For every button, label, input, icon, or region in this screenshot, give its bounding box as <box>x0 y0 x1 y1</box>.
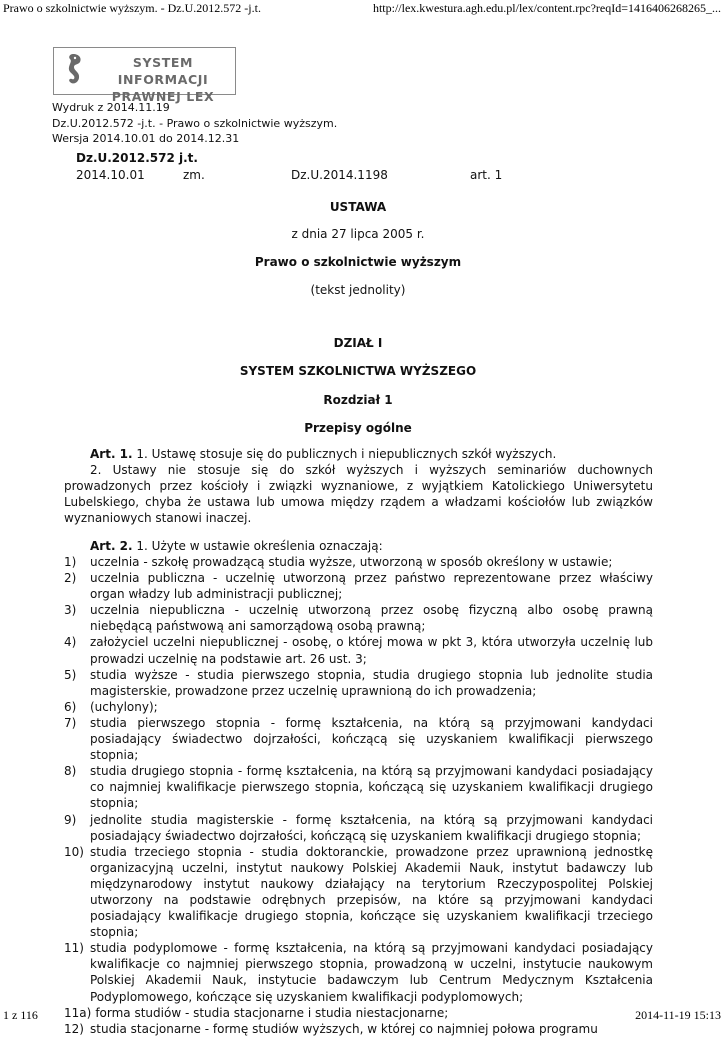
item-num: 9) <box>64 812 77 827</box>
item-text: uczelnia publiczna - uczelnię utworzoną przez państwo reprezentowane przez właściwy organ władzy lub administracji publicznej; <box>90 571 653 602</box>
list-item <box>64 602 653 634</box>
art2-label: Art. 2. <box>90 539 133 553</box>
item-text: uczelnia niepubliczna - uczelnię utworzoną przez osobę fizyczną albo osobę prawną niebędącą państwową ani samorządową osobą prawną; <box>90 603 653 634</box>
item-num: 11a) <box>64 1005 92 1020</box>
list-item <box>64 940 653 1004</box>
item-num: 2) <box>64 571 77 586</box>
list-item <box>64 812 653 844</box>
item-text: studia trzeciego stopnia - studia doktoranckie, prowadzone przez uprawnioną jednostkę organizacyjną uczelni, instytut naukowy Polskiej Akademii Nauk, instytut badawczy lub międzynarodowy instytut naukowy działający na terytorium Rzeczypospolitej Polskiej utworzony na podstawie odrębnych przepisów, na które są przyjmowani kandydaci posiadający kwalifikacje drugiego stopnia, kończące się uzyskaniem kwalifikacji trzeciego stopnia; <box>90 844 653 940</box>
art1-para-1 <box>64 446 653 462</box>
item-text: forma studiów - studia stacjonarne i studia niestacjonarne; <box>95 1005 449 1020</box>
amendment-art: art. 1 <box>470 168 503 182</box>
item-num: 11) <box>64 941 84 956</box>
item-text: studia wyższe - studia pierwszego stopnia, studia drugiego stopnia lub jednolite studia magisterskie, prowadzone przez uczelnię uprawnioną do ich prowadzenia; <box>90 667 653 698</box>
list-item <box>64 763 653 811</box>
art1-p1: 1. Ustawę stosuje się do publicznych i niepublicznych szkół wyższych. <box>132 447 557 461</box>
act-type: USTAWA <box>329 200 387 214</box>
list-item <box>64 715 653 763</box>
article-1 <box>64 446 653 526</box>
chapter-label: Rozdział 1 <box>323 393 393 407</box>
division-label: DZIAŁ I <box>333 336 383 350</box>
item-num: 3) <box>64 603 77 618</box>
item-text: studia drugiego stopnia - formę kształcenia, na którą są przyjmowani kandydaci posiadający co najmniej kwalifikacje pierwszego stopnia, kończącą się uzyskaniem kwalifikacji drugiego stopnia; <box>90 764 653 811</box>
art1-para-2: 2. Ustawy nie stosuje się do szkół wyższych i wyższych seminariów duchownych prowadzonych przez kościoły i związki wyznaniowe, z wyjątkiem Katolickiego Uniwersytetu Lubelskiego, chyba że ustawa lub umowa między rządem a władzami kościołów lub związków wyznaniowych stanowi inaczej. <box>64 463 653 525</box>
item-num: 10) <box>64 844 84 859</box>
item-text: studia stacjonarne - formę studiów wyższych, w której co najmniej połowa programu <box>90 1021 598 1036</box>
list-item <box>64 570 653 602</box>
item-num: 6) <box>64 699 77 714</box>
print-header-url: http://lex.kwestura.agh.edu.pl/lex/content.rpc?reqId=1416406268265_... <box>372 1 721 15</box>
item-text: jednolite studia magisterskie - formę kształcenia, na którą są przyjmowani kandydaci posiadający świadectwo dojrzałości, kończącą się uzyskaniem kwalifikacji drugiego stopnia; <box>90 812 653 843</box>
print-datetime: 2014-11-19 15:13 <box>635 1008 721 1022</box>
print-footer <box>3 1008 721 1022</box>
act-note: (tekst jednolity) <box>310 283 406 297</box>
amendment-type: zm. <box>183 168 205 182</box>
item-text: studia podyplomowe - formę kształcenia, na którą są przyjmowani kandydaci posiadający kwalifikacje co najmniej pierwszego stopnia, prowadzoną w uczelni, instytucie naukowym Polskiej Akademii Nauk, instytucie badawczym lub Centrum Medycznym Kształcenia Podyplomowego, kończące się uzyskaniem kwalifikacji podyplomowych; <box>90 941 653 1004</box>
art1-label: Art. 1. <box>90 447 133 461</box>
list-item <box>64 667 653 699</box>
item-text: uczelnia - szkołę prowadzącą studia wyższe, utworzoną w sposób określony w ustawie; <box>90 555 613 569</box>
chapter-title: Przepisy ogólne <box>304 421 412 435</box>
item-num: 8) <box>64 764 77 779</box>
doc-id: Dz.U.2012.572 j.t. <box>76 151 198 165</box>
logo-line-2: PRAWNEJ LEX <box>111 89 215 104</box>
definitions-list <box>64 554 653 1037</box>
printout-meta <box>52 100 337 147</box>
item-text: założyciel uczelni niepublicznej - osobę, o której mowa w pkt 3, która utworzyła uczelnię lub prowadzi uczelnię na podstawie art. 26 ust. 3; <box>90 635 653 666</box>
item-text: studia pierwszego stopnia - formę kształcenia, na którą są przyjmowani kandydaci posiadający świadectwo dojrzałości, kończącą się uzyskaniem kwalifikacji pierwszego stopnia; <box>90 715 653 763</box>
print-header-title: Prawo o szkolnictwie wyższym. - Dz.U.2012.572 -j.t. <box>3 1 261 15</box>
item-num: 7) <box>64 715 77 730</box>
printout-date: Wydruk z 2014.11.19 <box>52 101 170 114</box>
list-item <box>64 844 653 941</box>
amendment-ref: Dz.U.2014.1198 <box>291 168 388 182</box>
item-num: 12) <box>64 1021 84 1036</box>
act-date: z dnia 27 lipca 2005 r. <box>291 227 425 241</box>
division-title: SYSTEM SZKOLNICTWA WYŻSZEGO <box>239 364 477 378</box>
act-title: Prawo o szkolnictwie wyższym <box>254 255 462 269</box>
list-item <box>64 634 653 666</box>
printout-doc: Dz.U.2012.572 -j.t. - Prawo o szkolnictwie wyższym. <box>52 116 338 130</box>
seahorse-icon <box>59 52 89 90</box>
print-header <box>3 1 721 15</box>
amendment-date: 2014.10.01 <box>76 168 145 182</box>
item-num: 5) <box>64 667 77 682</box>
item-num: 1) <box>64 555 77 569</box>
list-item <box>64 1021 653 1037</box>
list-item <box>64 699 653 715</box>
art2-intro: 1. Użyte w ustawie określenia oznaczają: <box>132 539 383 553</box>
item-num: 4) <box>64 635 77 650</box>
printout-version: Wersja 2014.10.01 do 2014.12.31 <box>52 132 240 145</box>
article-2-intro <box>64 538 653 554</box>
lex-logo <box>53 47 236 104</box>
page-number: 1 z 116 <box>3 1008 38 1022</box>
list-item <box>64 554 653 570</box>
item-text: (uchylony); <box>90 699 158 714</box>
logo-line-1: SYSTEM INFORMACJI <box>117 55 209 87</box>
